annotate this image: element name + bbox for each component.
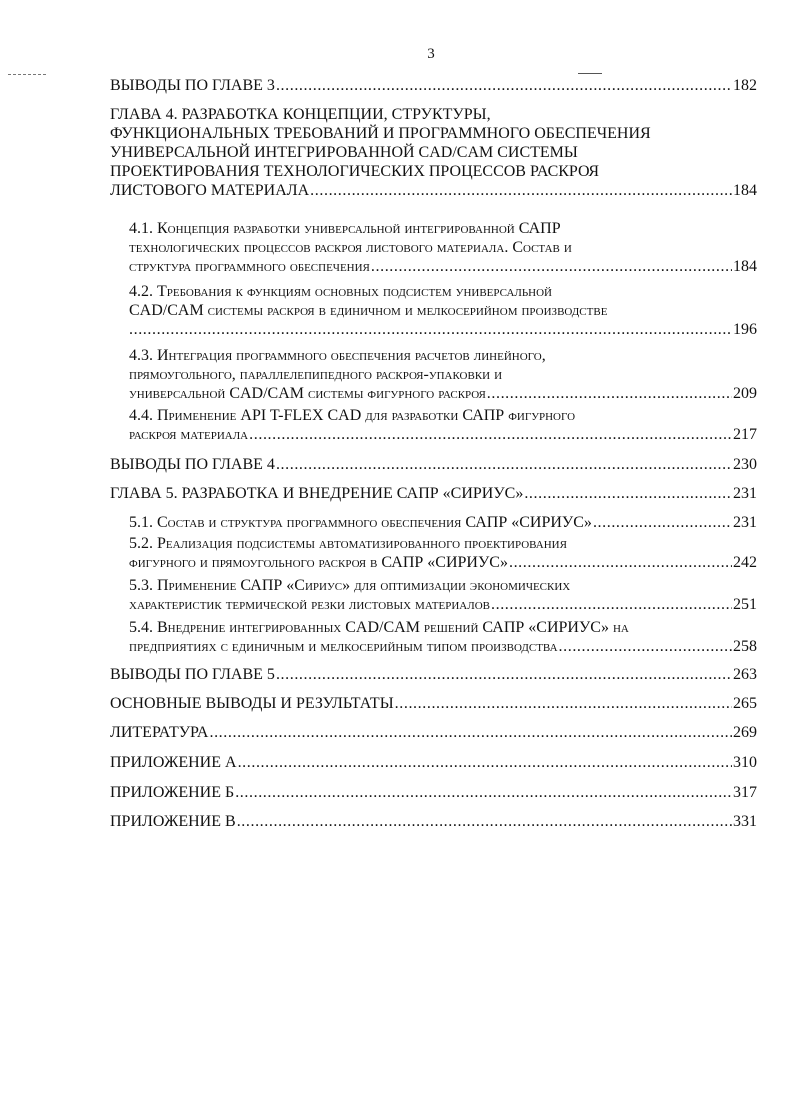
dot-leader [237, 812, 732, 831]
toc-entry-line: прямоугольного, параллелепипедного раскроя-упаковки и [129, 366, 503, 383]
toc-entry-4-2[interactable] [129, 282, 757, 339]
dot-leader [593, 513, 732, 532]
toc-page-ref: 269 [733, 724, 757, 741]
dot-leader [238, 753, 732, 772]
dot-leader [371, 257, 732, 276]
toc-entry-4-3[interactable] [129, 346, 757, 403]
dot-leader [524, 484, 732, 503]
toc-entry-title: характеристик термической резки листовых материалов [129, 596, 490, 613]
toc-entry-4-4[interactable] [129, 406, 757, 444]
toc-page-ref: 310 [733, 754, 757, 771]
toc-entry-title: 5.1. Состав и структура программного обеспечения САПР «СИРИУС» [129, 514, 592, 531]
toc-entry-line: CAD/CAM системы раскроя в единичном и мелкосерийном производстве [129, 302, 608, 319]
toc-entry-line: 4.1. Концепция разработки универсальной интегрированной САПР [129, 220, 561, 237]
dot-leader [209, 723, 732, 742]
dot-leader [276, 455, 732, 474]
toc-entry-line: 5.2. Реализация подсистемы автоматизированного проектирования [129, 535, 567, 552]
toc-entry-conclusions-ch5[interactable] [110, 665, 757, 684]
toc-entry-conclusions-ch3[interactable] [110, 76, 757, 95]
dot-leader [310, 181, 732, 200]
dot-leader [129, 320, 732, 339]
toc-entry-appendix-v[interactable] [110, 812, 757, 831]
toc-entry-line: 5.3. Применение САПР «Сириус» для оптимизации экономических [129, 577, 571, 594]
toc-entry-line: 4.3. Интеграция программного обеспечения расчетов линейного, [129, 347, 546, 364]
toc-page-ref: 242 [733, 554, 757, 571]
dot-leader [276, 76, 732, 95]
toc-entry-5-4[interactable] [129, 618, 757, 656]
toc-page-ref: 196 [733, 321, 757, 338]
dot-leader [276, 665, 732, 684]
toc-entry-title: ЛИСТОВОГО МАТЕРИАЛА [110, 182, 310, 199]
toc-entry-line: 4.4. Применение API T-FLEX CAD для разработки САПР фигурного [129, 407, 576, 424]
dot-leader [249, 425, 732, 444]
toc-entry-title: ПРИЛОЖЕНИЕ Б [110, 784, 235, 801]
toc-page-ref: 263 [733, 666, 757, 683]
scan-artifact-left [8, 74, 46, 76]
toc-entry-title: ГЛАВА 5. РАЗРАБОТКА И ВНЕДРЕНИЕ САПР «СИРИУС» [110, 485, 524, 502]
toc-entry-title: ПРИЛОЖЕНИЕ В [110, 813, 236, 830]
toc-entry-literature[interactable] [110, 723, 757, 742]
toc-entry-appendix-a[interactable] [110, 753, 757, 772]
toc-page-ref: 231 [733, 485, 757, 502]
toc-entry-line: технологических процессов раскроя листового материала. Состав и [129, 239, 572, 256]
dot-leader [235, 783, 732, 802]
dot-leader [509, 553, 732, 572]
toc-page-ref: 331 [733, 813, 757, 830]
dot-leader [395, 694, 732, 713]
toc-entry-title: фигурного и прямоугольного раскроя в САПР «СИРИУС» [129, 554, 508, 571]
toc-page-ref: 184 [733, 258, 757, 275]
toc-entry-title: универсальной CAD/CAM системы фигурного раскроя [129, 385, 486, 402]
toc-entry-line: 5.4. Внедрение интегрированных CAD/CAM решений САПР «СИРИУС» на [129, 619, 629, 636]
toc-entry-title: ВЫВОДЫ ПО ГЛАВЕ 4 [110, 456, 275, 473]
toc-entry-line: 4.2. Требования к функциям основных подсистем универсальной [129, 283, 552, 300]
toc-entry-title: ВЫВОДЫ ПО ГЛАВЕ 3 [110, 77, 275, 94]
toc-entry-title: ЛИТЕРАТУРА [110, 724, 209, 741]
toc-entry-conclusions-ch4[interactable] [110, 455, 757, 474]
toc-page-ref: 209 [733, 385, 757, 402]
dot-leader [559, 637, 732, 656]
scan-artifact-top [578, 73, 602, 74]
toc-entry-title: предприятиях с единичным и мелкосерийным типом производства [129, 638, 558, 655]
toc-page-ref: 251 [733, 596, 757, 613]
toc-entry-chapter-5[interactable] [110, 484, 757, 503]
toc-entry-chapter-4[interactable] [110, 105, 757, 200]
toc-entry-appendix-b[interactable] [110, 783, 757, 802]
toc-entry-title: ПРИЛОЖЕНИЕ А [110, 754, 237, 771]
page-number: 3 [427, 46, 435, 62]
toc-entry-5-3[interactable] [129, 576, 757, 614]
toc-entry-5-1[interactable] [129, 513, 757, 532]
toc-entry-main-conclusions[interactable] [110, 694, 757, 713]
dot-leader [491, 595, 732, 614]
toc-entry-title: ВЫВОДЫ ПО ГЛАВЕ 5 [110, 666, 275, 683]
toc-entry-5-2[interactable] [129, 534, 757, 572]
toc-entry-title: структура программного обеспечения [129, 258, 370, 275]
toc-page-ref: 230 [733, 456, 757, 473]
toc-page-ref: 231 [733, 514, 757, 531]
toc-entry-title: ОСНОВНЫЕ ВЫВОДЫ И РЕЗУЛЬТАТЫ [110, 695, 394, 712]
toc-entry-line: ПРОЕКТИРОВАНИЯ ТЕХНОЛОГИЧЕСКИХ ПРОЦЕССОВ РАСКРОЯ [110, 163, 600, 180]
toc-page-ref: 217 [733, 426, 757, 443]
toc-page-ref: 258 [733, 638, 757, 655]
toc-page-ref: 182 [733, 77, 757, 94]
toc-entry-4-1[interactable] [129, 219, 757, 276]
toc-entry-line: УНИВЕРСАЛЬНОЙ ИНТЕГРИРОВАННОЙ CAD/CAM СИСТЕМЫ [110, 144, 578, 161]
toc-page-ref: 265 [733, 695, 757, 712]
toc-page-ref: 317 [733, 784, 757, 801]
toc-entry-title: раскроя материала [129, 426, 249, 443]
toc-entry-line: ФУНКЦИОНАЛЬНЫХ ТРЕБОВАНИЙ И ПРОГРАММНОГО ОБЕСПЕЧЕНИЯ [110, 125, 651, 142]
dot-leader [487, 384, 732, 403]
toc-entry-line: ГЛАВА 4. РАЗРАБОТКА КОНЦЕПЦИИ, СТРУКТУРЫ, [110, 106, 491, 123]
toc-page-ref: 184 [733, 182, 757, 199]
